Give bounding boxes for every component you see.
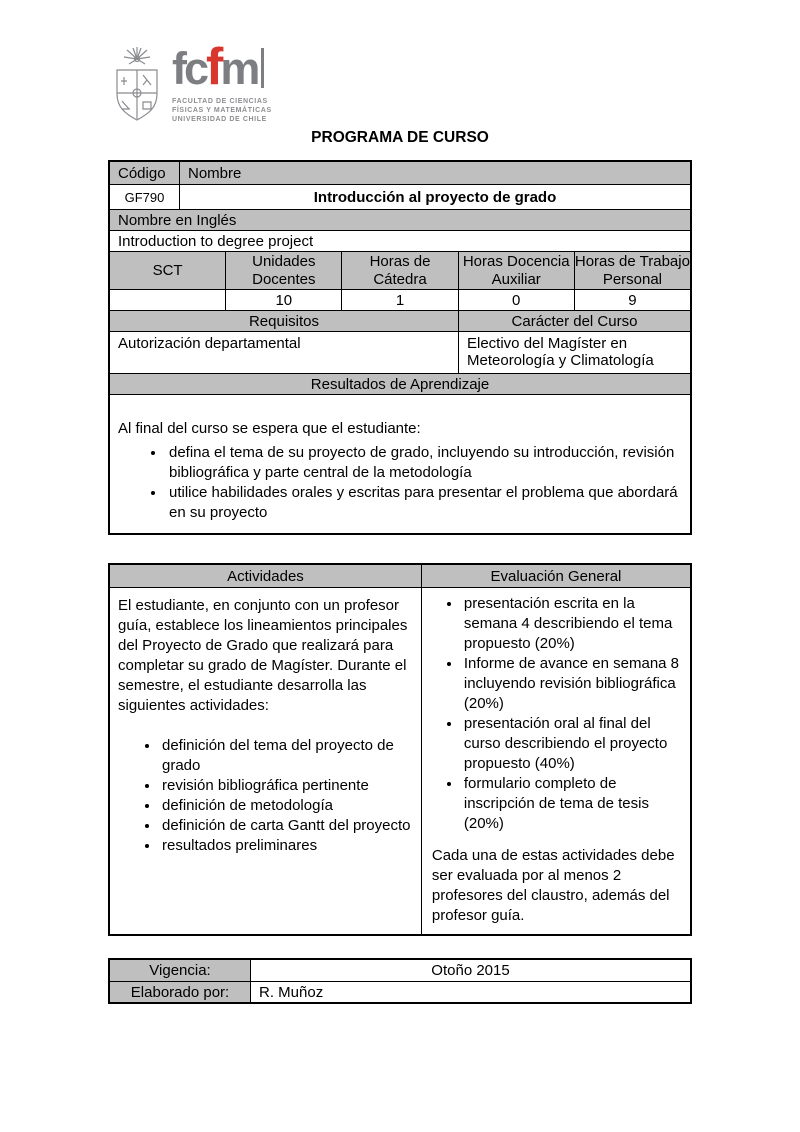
logo-caption-line: FACULTAD DE CIENCIAS xyxy=(172,98,268,105)
credit-value-row xyxy=(110,289,690,310)
credit-header-cell: SCT xyxy=(110,252,225,289)
fcfm-wordmark-block xyxy=(172,38,272,124)
list-item: • utilice habilidades orales y escritas para presentar el problema que abordará en su proyecto xyxy=(166,483,682,523)
evaluation-cell xyxy=(421,588,690,934)
nombre-header-cell: Nombre xyxy=(179,162,690,184)
document-body xyxy=(108,160,692,1004)
list-item: • presentación oral al final del curso describiendo el proyecto propuesto (40%) xyxy=(462,714,682,774)
table-row xyxy=(110,184,690,209)
evaluation-note: Cada una de estas actividades debe ser evaluada por al menos 2 profesores del claustro, además del profesor guía. xyxy=(431,847,675,924)
activities-list xyxy=(118,736,411,856)
requisitos-value-cell: Autorización departamental xyxy=(118,335,301,352)
english-name-cell: Introduction to degree project xyxy=(118,232,314,250)
credit-header-cell: Horas Docencia Auxiliar xyxy=(458,252,574,289)
table-row xyxy=(110,981,690,1002)
table-row xyxy=(110,394,690,533)
elaborado-value-cell: R. Muñoz xyxy=(250,982,690,1002)
course-name-cell: Introducción al proyecto de grado xyxy=(179,185,690,209)
table-row xyxy=(110,230,690,251)
table-row xyxy=(110,373,690,394)
credit-value-cell: 10 xyxy=(225,290,341,310)
list-item: • formulario completo de inscripción de tema de tesis (20%) xyxy=(462,774,682,834)
evaluation-list xyxy=(422,594,682,834)
wordmark-accent: f xyxy=(206,38,221,96)
credit-value-cell: 9 xyxy=(574,290,690,310)
table-row xyxy=(110,587,690,934)
table-row xyxy=(110,565,690,587)
wordmark-right: m xyxy=(220,43,258,94)
table-row xyxy=(110,162,690,184)
list-item: • presentación escrita en la semana 4 describiendo el tema propuesto (20%) xyxy=(462,594,682,654)
codigo-value-cell: GF790 xyxy=(124,189,165,205)
vigencia-label-cell: Vigencia: xyxy=(110,960,250,981)
logo-caption-line: FÍSICAS Y MATEMÁTICAS xyxy=(172,107,272,114)
footer-table xyxy=(108,958,692,1004)
learning-outcomes-list xyxy=(118,443,682,523)
caracter-header-cell: Carácter del Curso xyxy=(458,311,690,331)
wordmark-endbar xyxy=(261,48,264,88)
fcfm-wordmark xyxy=(172,38,272,96)
activities-header-cell: Actividades xyxy=(110,565,421,587)
vigencia-value-cell: Otoño 2015 xyxy=(250,960,690,981)
credit-header-row xyxy=(110,251,690,289)
wordmark-left: fc xyxy=(172,43,207,94)
learning-outcomes-header-cell: Resultados de Aprendizaje xyxy=(110,374,690,394)
requisitos-header-cell: Requisitos xyxy=(110,311,458,331)
table-row xyxy=(110,310,690,331)
list-item: • defina el tema de su proyecto de grado, incluyendo su introducción, revisión bibliográfica y parte central de la metodología xyxy=(166,443,682,483)
list-item: • definición de metodología xyxy=(160,796,411,816)
english-name-header-cell: Nombre en Inglés xyxy=(110,210,690,230)
university-shield-icon xyxy=(112,46,162,126)
credit-header-cell: Horas de Trabajo Personal xyxy=(574,252,690,288)
table-row xyxy=(110,209,690,230)
learning-outcomes-content xyxy=(110,395,690,533)
codigo-header-cell: Código xyxy=(110,162,179,184)
list-item: • Informe de avance en semana 8 incluyendo revisión bibliográfica (20%) xyxy=(462,654,682,714)
logo-caption xyxy=(172,97,272,124)
credit-header-cell: Unidades Docentes xyxy=(225,252,341,289)
list-item: • definición de carta Gantt del proyecto xyxy=(160,816,411,836)
activities-table xyxy=(108,563,692,936)
caracter-value-cell: Electivo del Magíster en Meteorología y Climatología xyxy=(458,332,690,373)
fcfm-logo xyxy=(112,38,272,126)
learning-outcomes-intro: Al final del curso se espera que el estudiante: xyxy=(118,420,421,437)
elaborado-label-cell: Elaborado por: xyxy=(110,982,250,1002)
evaluation-header-cell: Evaluación General xyxy=(421,565,690,587)
list-item: • definición del tema del proyecto de grado xyxy=(160,736,411,776)
credit-value-cell xyxy=(110,290,225,310)
credit-value-cell: 0 xyxy=(458,290,574,310)
credit-value-cell: 1 xyxy=(341,290,457,310)
activities-intro: El estudiante, en conjunto con un profesor guía, establece los lineamientos principales del Proyecto de Grado que realizará para completar su grado de Magíster. Durante el semestre, el estudiante desarrolla las siguientes actividades: xyxy=(118,597,408,714)
list-item: • resultados preliminares xyxy=(160,836,411,856)
course-info-table xyxy=(108,160,692,535)
list-item: • revisión bibliográfica pertinente xyxy=(160,776,411,796)
table-row xyxy=(110,960,690,981)
credit-header-cell: Horas de Cátedra xyxy=(341,252,457,289)
activities-cell xyxy=(110,588,421,934)
page-title: PROGRAMA DE CURSO xyxy=(311,129,489,146)
logo-caption-line: UNIVERSIDAD DE CHILE xyxy=(172,116,267,123)
table-row xyxy=(110,331,690,373)
